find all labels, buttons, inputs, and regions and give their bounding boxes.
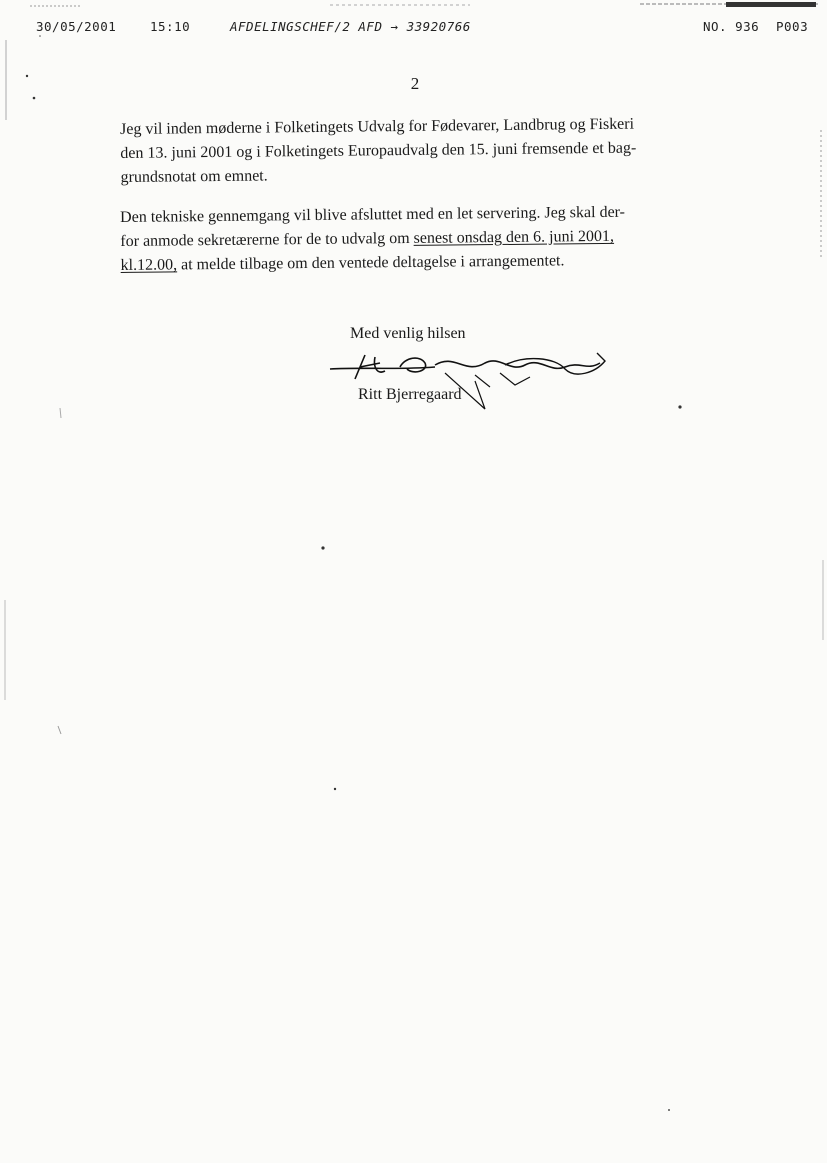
fax-sender: AFDELINGSCHEF/2 AFD → 33920766: [230, 19, 471, 34]
closing-greeting: Med venlig hilsen: [350, 325, 466, 342]
page-number: 2: [410, 74, 420, 93]
fax-time: 15:10: [150, 19, 191, 34]
fax-page-code: P003: [776, 19, 809, 34]
paragraph-line: Den tekniske gennemgang vil blive afsluttet med en let servering. Jeg skal der-: [120, 203, 626, 226]
signer-name: Ritt Bjerregaard: [358, 386, 462, 403]
paragraph-line: den 13. juni 2001 og i Folketingets Europaudvalg den 15. juni fremsende et bag-: [120, 139, 637, 162]
handwritten-signature: [325, 345, 615, 420]
deadline-time: kl.12.00,: [120, 256, 178, 274]
deadline-text: senest onsdag den 6. juni 2001,: [413, 227, 615, 247]
paragraph-servering: [120, 200, 711, 278]
fax-date: 30/05/2001: [36, 19, 117, 34]
fax-transmission-header: [0, 0, 827, 40]
paragraph-notat: [120, 112, 711, 190]
paragraph-text: at melde tilbage om den ventede deltagelse i arrangementet.: [176, 252, 565, 274]
paragraph-line: Jeg vil inden møderne i Folketingets Udvalg for Fødevarer, Landbrug og Fiskeri: [120, 115, 635, 138]
paragraph-text: for anmode sekretærerne for de to udvalg om: [120, 229, 414, 250]
paragraph-line: grundsnotat om emnet.: [120, 167, 268, 186]
fax-number: NO. 936: [703, 19, 760, 34]
paragraph-line: [121, 248, 711, 278]
